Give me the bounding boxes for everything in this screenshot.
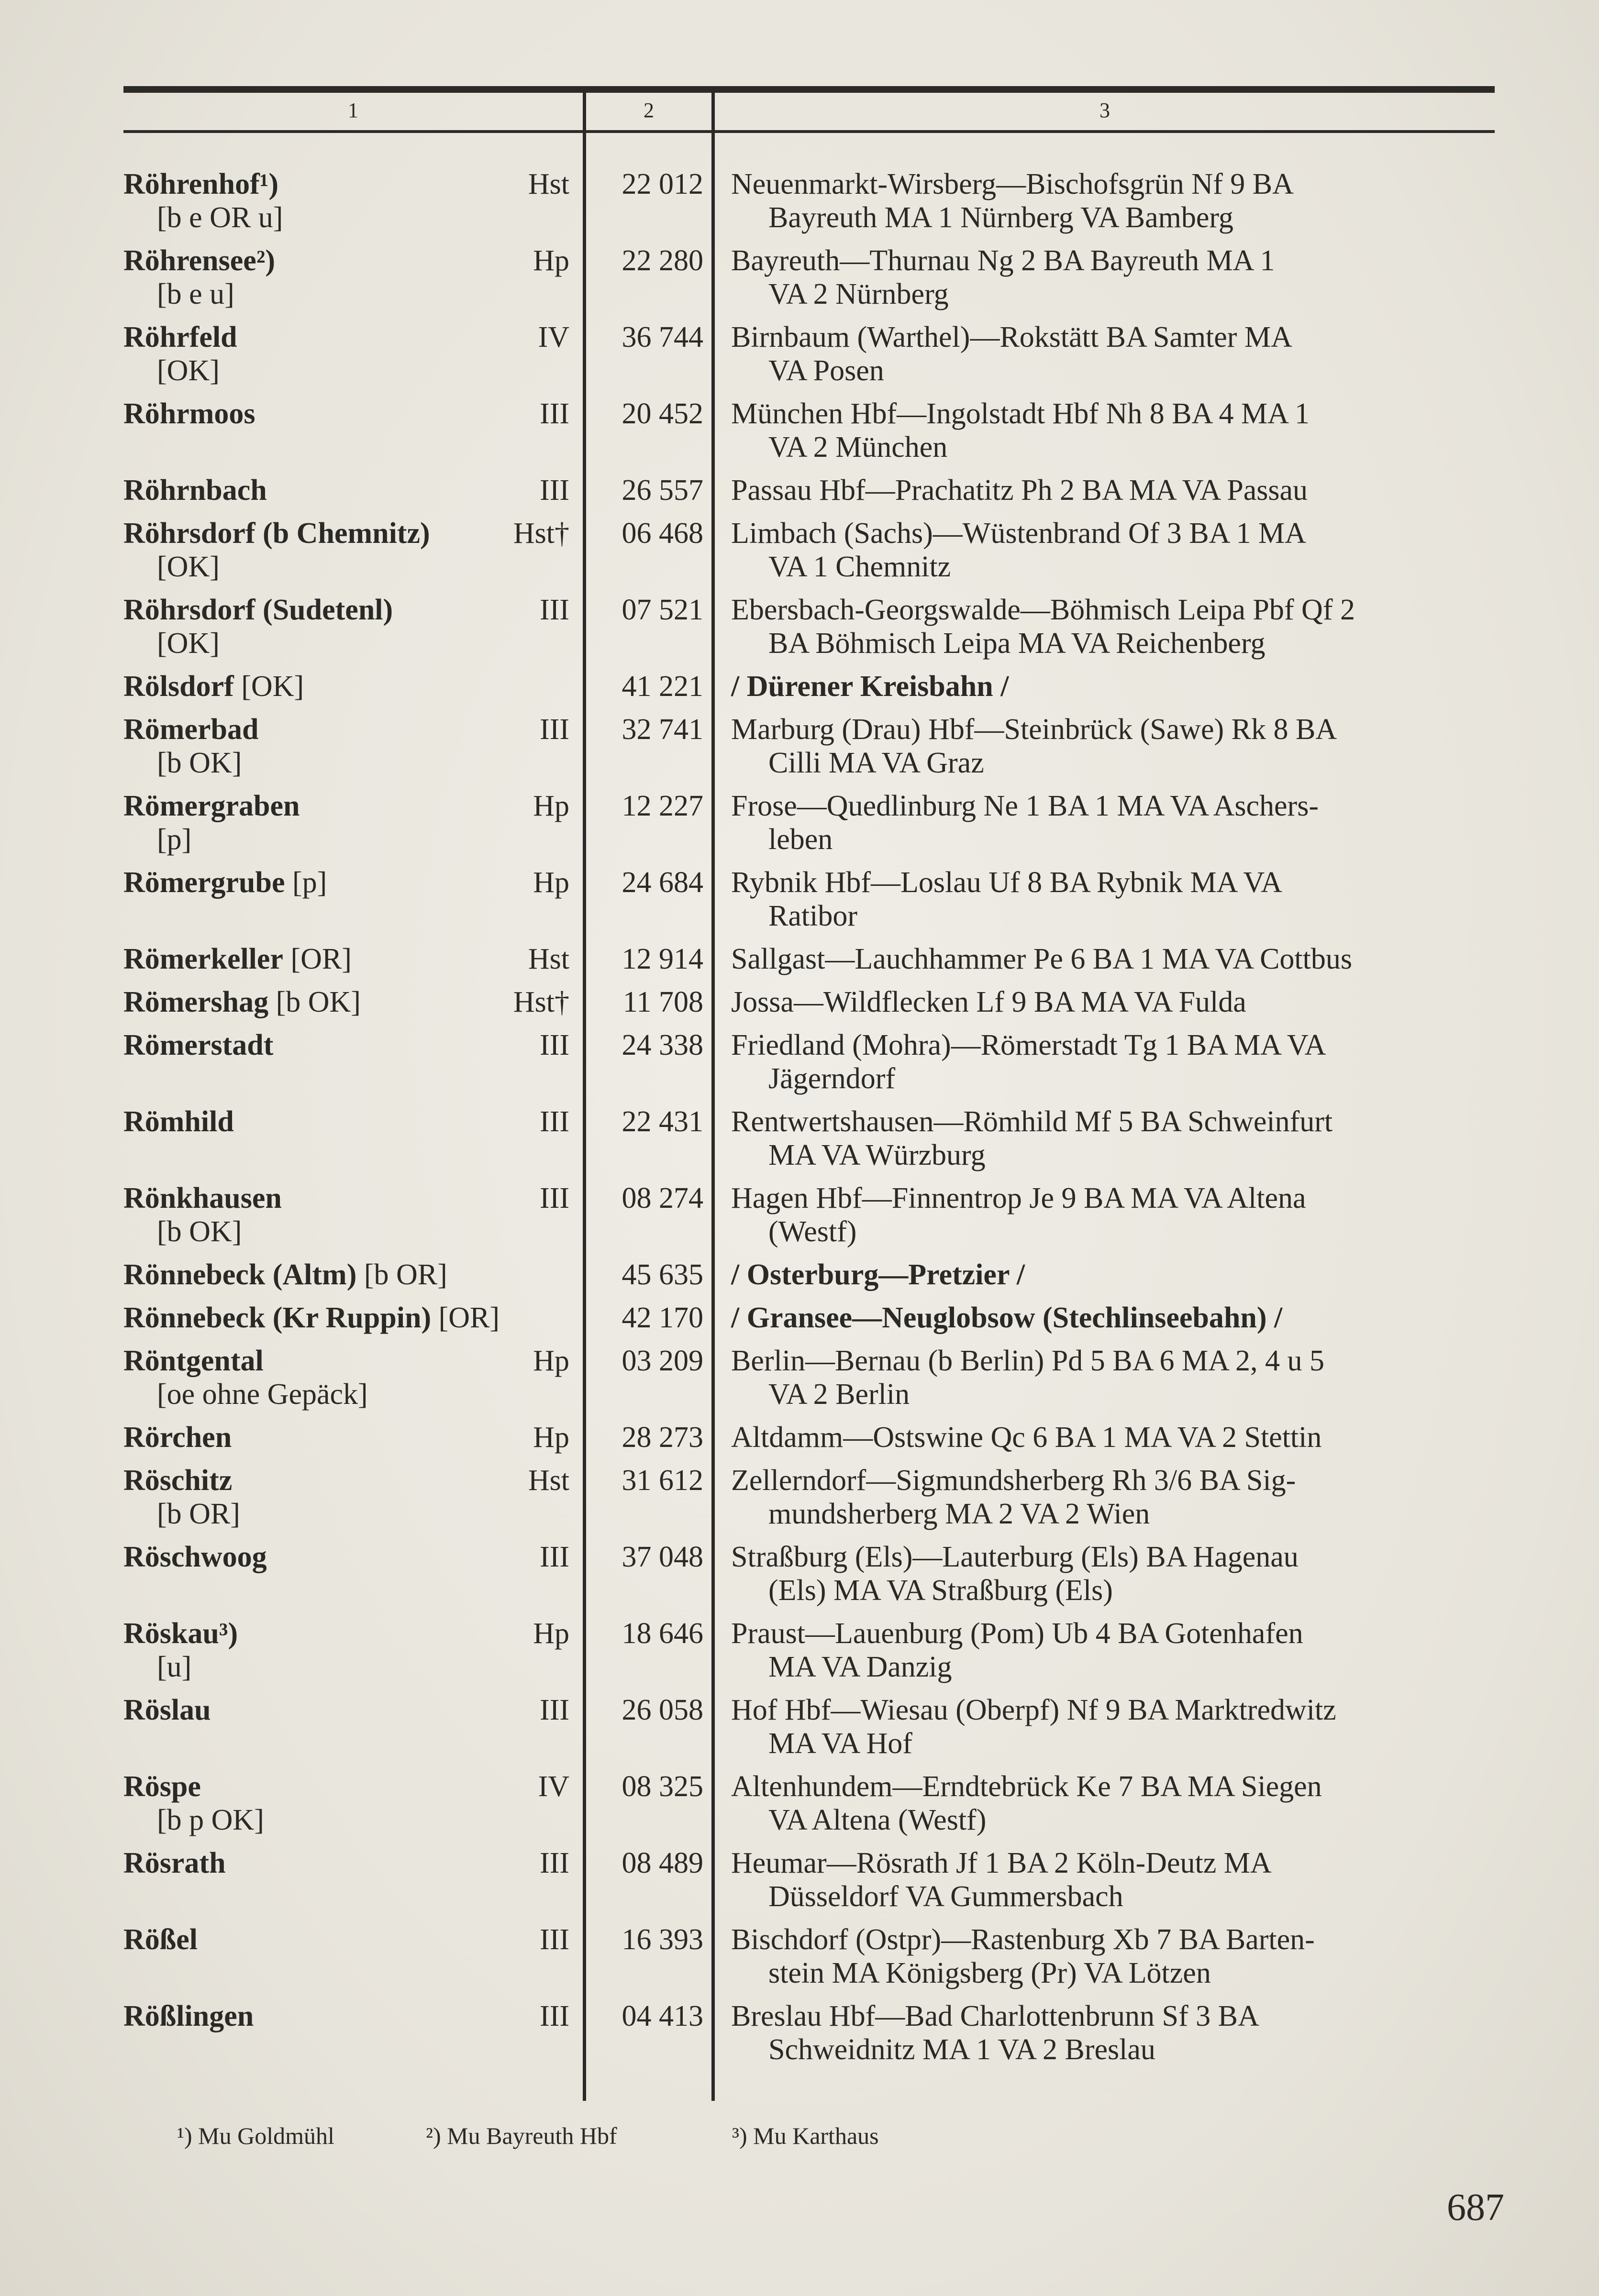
station-name-text: Röhrfeld xyxy=(123,321,237,353)
route-description xyxy=(731,866,1497,933)
station-category: Hst† xyxy=(513,986,569,1018)
route-line-1: Praust—Lauenburg (Pom) Ub 4 BA Gotenhafen xyxy=(731,1617,1303,1650)
station-code: [b OK] xyxy=(268,986,361,1018)
station-code: [b OR] xyxy=(356,1258,447,1291)
station-category: III xyxy=(540,1923,569,1956)
route-description xyxy=(731,1846,1497,1913)
station-number: 22 280 xyxy=(622,244,703,277)
station-number: 08 274 xyxy=(622,1182,703,1214)
route-line-1: Altdamm—Ostswine Qc 6 BA 1 MA VA 2 Stettin xyxy=(731,1421,1322,1454)
station-category: Hst xyxy=(528,168,569,200)
table-row xyxy=(0,320,1599,387)
route-description xyxy=(731,167,1497,234)
table-row xyxy=(0,1181,1599,1248)
table-row xyxy=(0,713,1599,780)
route-description xyxy=(731,1301,1497,1335)
footnote-2: ²) Mu Bayreuth Hbf xyxy=(426,2122,617,2149)
station-name-text: Röntgental xyxy=(123,1345,264,1377)
station-number: 45 635 xyxy=(622,1258,703,1291)
route-line-1: Bayreuth—Thurnau Ng 2 BA Bayreuth MA 1 xyxy=(731,244,1275,277)
station-name-text: Römergrube xyxy=(123,866,285,899)
station-number: 31 612 xyxy=(622,1464,703,1497)
station-category: IV xyxy=(538,1770,569,1803)
page-number: 687 xyxy=(1447,2186,1504,2229)
route-line-1: Bischdorf (Ostpr)—Rastenburg Xb 7 BA Barten- xyxy=(731,1923,1315,1956)
station-number: 26 557 xyxy=(622,474,703,507)
table-row xyxy=(0,1028,1599,1095)
station-number: 41 221 xyxy=(622,670,703,703)
station-number: 18 646 xyxy=(622,1617,703,1650)
station-name-text: Rönnebeck (Altm) xyxy=(123,1258,357,1291)
column-header-3: 3 xyxy=(1099,99,1110,122)
station-category: Hp xyxy=(533,790,569,822)
route-line-2: Schweidnitz MA 1 VA 2 Breslau xyxy=(768,2033,1155,2066)
table-row xyxy=(0,1540,1599,1607)
route-description xyxy=(731,1028,1497,1095)
table-row xyxy=(0,1464,1599,1531)
station-number: 03 209 xyxy=(622,1345,703,1377)
station-name-text: Römershag xyxy=(123,986,269,1018)
route-description xyxy=(731,397,1497,464)
table-row xyxy=(0,397,1599,464)
footnote-1: ¹) Mu Goldmühl xyxy=(177,2122,334,2149)
route-line-1: Zellerndorf—Sigmundsherberg Rh 3/6 BA Sig- xyxy=(731,1464,1296,1497)
route-description xyxy=(731,1923,1497,1990)
route-description xyxy=(731,320,1497,387)
station-category: Hp xyxy=(533,1617,569,1650)
table-row xyxy=(0,517,1599,584)
station-codes-line: [b e u] xyxy=(157,278,234,310)
route-line-1: Altenhundem—Erndtebrück Ke 7 BA MA Siegen xyxy=(731,1770,1322,1803)
station-category: Hst† xyxy=(513,517,569,550)
route-line-1: Sallgast—Lauchhammer Pe 6 BA 1 MA VA Cottbus xyxy=(731,943,1353,975)
table-row xyxy=(0,1999,1599,2066)
station-number: 20 452 xyxy=(622,397,703,430)
table-row xyxy=(0,1105,1599,1172)
route-description xyxy=(731,942,1497,976)
station-number: 07 521 xyxy=(622,594,703,626)
station-name-text: Römergraben xyxy=(123,790,300,822)
station-name-text: Rönkhausen xyxy=(123,1182,282,1214)
station-category: Hp xyxy=(533,244,569,277)
table-row xyxy=(0,1344,1599,1411)
station-name-text: Römerkeller xyxy=(123,943,283,975)
station-number: 06 468 xyxy=(622,517,703,550)
station-number: 37 048 xyxy=(622,1541,703,1573)
station-category: Hp xyxy=(533,1421,569,1454)
station-number: 08 489 xyxy=(622,1847,703,1879)
route-line-2: VA 2 Berlin xyxy=(768,1378,910,1411)
route-line-1: Heumar—Rösrath Jf 1 BA 2 Köln-Deutz MA xyxy=(731,1847,1272,1879)
station-codes-line: [OK] xyxy=(157,354,220,387)
route-line-1: Berlin—Bernau (b Berlin) Pd 5 BA 6 MA 2, 4 u 5 xyxy=(731,1345,1324,1377)
table-top-rule xyxy=(123,86,1495,93)
station-category: III xyxy=(540,1105,569,1138)
station-category: III xyxy=(540,713,569,746)
route-line-2: stein MA Königsberg (Pr) VA Lötzen xyxy=(768,1957,1211,1989)
route-line-1: Ebersbach-Georgswalde—Böhmisch Leipa Pbf Qf 2 xyxy=(731,594,1355,626)
station-codes-line: [OK] xyxy=(157,551,220,583)
station-number: 28 273 xyxy=(622,1421,703,1454)
table-row xyxy=(0,1770,1599,1837)
route-line-2: mundsherberg MA 2 VA 2 Wien xyxy=(768,1498,1150,1530)
route-description xyxy=(731,474,1497,507)
column-header-1: 1 xyxy=(348,99,358,122)
station-code: [OK] xyxy=(233,670,304,703)
station-category: III xyxy=(540,2000,569,2032)
station-category: Hst xyxy=(528,1464,569,1497)
route-line-2: (Westf) xyxy=(768,1215,857,1248)
station-name-text: Röslau xyxy=(123,1694,211,1726)
route-line-2: MA VA Danzig xyxy=(768,1651,952,1683)
station-number: 32 741 xyxy=(622,713,703,746)
station-category: Hst xyxy=(528,943,569,975)
station-number: 04 413 xyxy=(622,2000,703,2032)
station-name-text: Röspe xyxy=(123,1770,201,1803)
route-line-1: / Gransee—Neuglobsow (Stechlinseebahn) / xyxy=(731,1302,1283,1334)
station-category: III xyxy=(540,1847,569,1879)
station-name-text: Rölsdorf xyxy=(123,670,234,703)
station-codes-line: [p] xyxy=(157,823,192,856)
route-line-2: VA 1 Chemnitz xyxy=(768,551,951,583)
station-name-text: Römerstadt xyxy=(123,1029,274,1061)
station-name-text: Rörchen xyxy=(123,1421,232,1454)
station-name-text: Röschitz xyxy=(123,1464,233,1497)
route-description xyxy=(731,1770,1497,1837)
station-name xyxy=(123,1258,583,1292)
station-name-text: Röhrnbach xyxy=(123,474,267,507)
station-codes-line: [b OK] xyxy=(157,1215,242,1248)
station-name xyxy=(123,670,583,703)
route-line-1: Neuenmarkt-Wirsberg—Bischofsgrün Nf 9 BA xyxy=(731,168,1294,200)
route-line-2: VA Altena (Westf) xyxy=(768,1804,987,1836)
route-line-1: Rentwertshausen—Römhild Mf 5 BA Schweinfurt xyxy=(731,1105,1333,1138)
route-line-1: Limbach (Sachs)—Wüstenbrand Of 3 BA 1 MA xyxy=(731,517,1306,550)
route-line-1: Hof Hbf—Wiesau (Oberpf) Nf 9 BA Marktredwitz xyxy=(731,1694,1336,1726)
station-name-text: Rönnebeck (Kr Ruppin) xyxy=(123,1302,432,1334)
route-description xyxy=(731,1540,1497,1607)
station-name-text: Rösrath xyxy=(123,1847,226,1879)
station-category: III xyxy=(540,1694,569,1726)
route-line-2: Cilli MA VA Graz xyxy=(768,747,984,779)
station-code: [OR] xyxy=(431,1302,500,1334)
route-line-2: VA Posen xyxy=(768,354,884,387)
route-line-1: Birnbaum (Warthel)—Rokstätt BA Samter MA xyxy=(731,321,1292,353)
station-category: III xyxy=(540,1029,569,1061)
station-code: [p] xyxy=(285,866,327,899)
route-line-2: MA VA Würzburg xyxy=(768,1139,986,1171)
station-name-text: Röhrsdorf (b Chemnitz) xyxy=(123,517,430,550)
station-code: [OR] xyxy=(283,943,352,975)
route-line-2: leben xyxy=(768,823,833,856)
station-name-text: Römhild xyxy=(123,1105,234,1138)
table-row xyxy=(0,593,1599,660)
route-line-2: BA Böhmisch Leipa MA VA Reichenberg xyxy=(768,627,1266,660)
station-category: IV xyxy=(538,321,569,353)
station-category: III xyxy=(540,397,569,430)
station-number: 24 684 xyxy=(622,866,703,899)
table-row xyxy=(0,789,1599,856)
route-line-2: VA 2 München xyxy=(768,431,948,464)
station-number: 22 012 xyxy=(622,168,703,200)
route-description xyxy=(731,1999,1497,2066)
table-row xyxy=(0,167,1599,234)
route-line-2: MA VA Hof xyxy=(768,1727,912,1760)
route-line-2: Düsseldorf VA Gummersbach xyxy=(768,1880,1123,1913)
route-description xyxy=(731,1181,1497,1248)
route-line-1: Frose—Quedlinburg Ne 1 BA 1 MA VA Aschers- xyxy=(731,790,1319,822)
table-row xyxy=(0,1846,1599,1913)
table-row xyxy=(0,1617,1599,1684)
station-name-text: Röhrmoos xyxy=(123,397,255,430)
route-line-2: Bayreuth MA 1 Nürnberg VA Bamberg xyxy=(768,201,1233,234)
route-description xyxy=(731,789,1497,856)
station-category: III xyxy=(540,1541,569,1573)
route-line-2: Ratibor xyxy=(768,900,857,932)
column-header-2: 2 xyxy=(644,99,654,122)
table-row xyxy=(0,866,1599,933)
route-line-1: Jossa—Wildflecken Lf 9 BA MA VA Fulda xyxy=(731,986,1246,1018)
station-category: III xyxy=(540,474,569,507)
station-number: 12 914 xyxy=(622,943,703,975)
route-line-1: Straßburg (Els)—Lauterburg (Els) BA Hagenau xyxy=(731,1541,1299,1573)
station-name xyxy=(123,1301,583,1335)
station-codes-line: [b p OK] xyxy=(157,1804,264,1836)
station-codes-line: [b OK] xyxy=(157,747,242,779)
route-line-1: / Dürener Kreisbahn / xyxy=(731,670,1009,703)
route-description xyxy=(731,593,1497,660)
route-description xyxy=(731,1344,1497,1411)
station-name-text: Röhrensee²) xyxy=(123,244,276,277)
station-category: III xyxy=(540,594,569,626)
station-name-text: Rößlingen xyxy=(123,2000,254,2032)
route-description xyxy=(731,1693,1497,1760)
station-name-text: Röhrsdorf (Sudetenl) xyxy=(123,594,393,626)
route-description xyxy=(731,517,1497,584)
route-description xyxy=(731,1258,1497,1292)
station-number: 24 338 xyxy=(622,1029,703,1061)
route-description xyxy=(731,985,1497,1019)
route-description xyxy=(731,1421,1497,1454)
route-description xyxy=(731,244,1497,311)
station-number: 08 325 xyxy=(622,1770,703,1803)
route-line-1: Marburg (Drau) Hbf—Steinbrück (Sawe) Rk 8 BA xyxy=(731,713,1337,746)
station-codes-line: [b e OR u] xyxy=(157,201,283,234)
table-row xyxy=(0,1923,1599,1990)
route-description xyxy=(731,713,1497,780)
station-codes-line: [oe ohne Gepäck] xyxy=(157,1378,368,1411)
station-codes-line: [b OR] xyxy=(157,1498,240,1530)
station-name-text: Römerbad xyxy=(123,713,259,746)
route-description xyxy=(731,1464,1497,1531)
station-codes-line: [OK] xyxy=(157,627,220,660)
table-row xyxy=(0,244,1599,311)
station-codes-line: [u] xyxy=(157,1651,192,1683)
table-header-rule xyxy=(123,130,1495,133)
station-number: 16 393 xyxy=(622,1923,703,1956)
route-description xyxy=(731,1105,1497,1172)
table-row xyxy=(0,1693,1599,1760)
route-description xyxy=(731,670,1497,703)
station-name-text: Röschwoog xyxy=(123,1541,267,1573)
route-line-1: Breslau Hbf—Bad Charlottenbrunn Sf 3 BA xyxy=(731,2000,1259,2032)
route-description xyxy=(731,1617,1497,1684)
station-number: 11 708 xyxy=(622,986,703,1018)
route-line-1: Rybnik Hbf—Loslau Uf 8 BA Rybnik MA VA xyxy=(731,866,1282,899)
route-line-1: Passau Hbf—Prachatitz Ph 2 BA MA VA Passau xyxy=(731,474,1308,507)
station-number: 42 170 xyxy=(622,1302,703,1334)
station-name-text: Röhrenhof¹) xyxy=(123,168,279,200)
route-line-1: Friedland (Mohra)—Römerstadt Tg 1 BA MA VA xyxy=(731,1029,1326,1061)
route-line-2: VA 2 Nürnberg xyxy=(768,278,949,310)
station-category: Hp xyxy=(533,1345,569,1377)
route-line-1: Hagen Hbf—Finnentrop Je 9 BA MA VA Altena xyxy=(731,1182,1306,1214)
station-number: 22 431 xyxy=(622,1105,703,1138)
station-number: 36 744 xyxy=(622,321,703,353)
footnote-3: ³) Mu Karthaus xyxy=(732,2122,879,2149)
station-category: III xyxy=(540,1182,569,1214)
station-number: 12 227 xyxy=(622,790,703,822)
route-line-2: Jägerndorf xyxy=(768,1062,896,1095)
footnotes xyxy=(177,2119,1325,2152)
station-name-text: Röskau³) xyxy=(123,1617,238,1650)
route-line-2: (Els) MA VA Straßburg (Els) xyxy=(768,1574,1113,1607)
station-number: 26 058 xyxy=(622,1694,703,1726)
station-name-text: Rößel xyxy=(123,1923,198,1956)
route-line-1: / Osterburg—Pretzier / xyxy=(731,1258,1025,1291)
route-line-1: München Hbf—Ingolstadt Hbf Nh 8 BA 4 MA 1 xyxy=(731,397,1310,430)
station-category: Hp xyxy=(533,866,569,899)
